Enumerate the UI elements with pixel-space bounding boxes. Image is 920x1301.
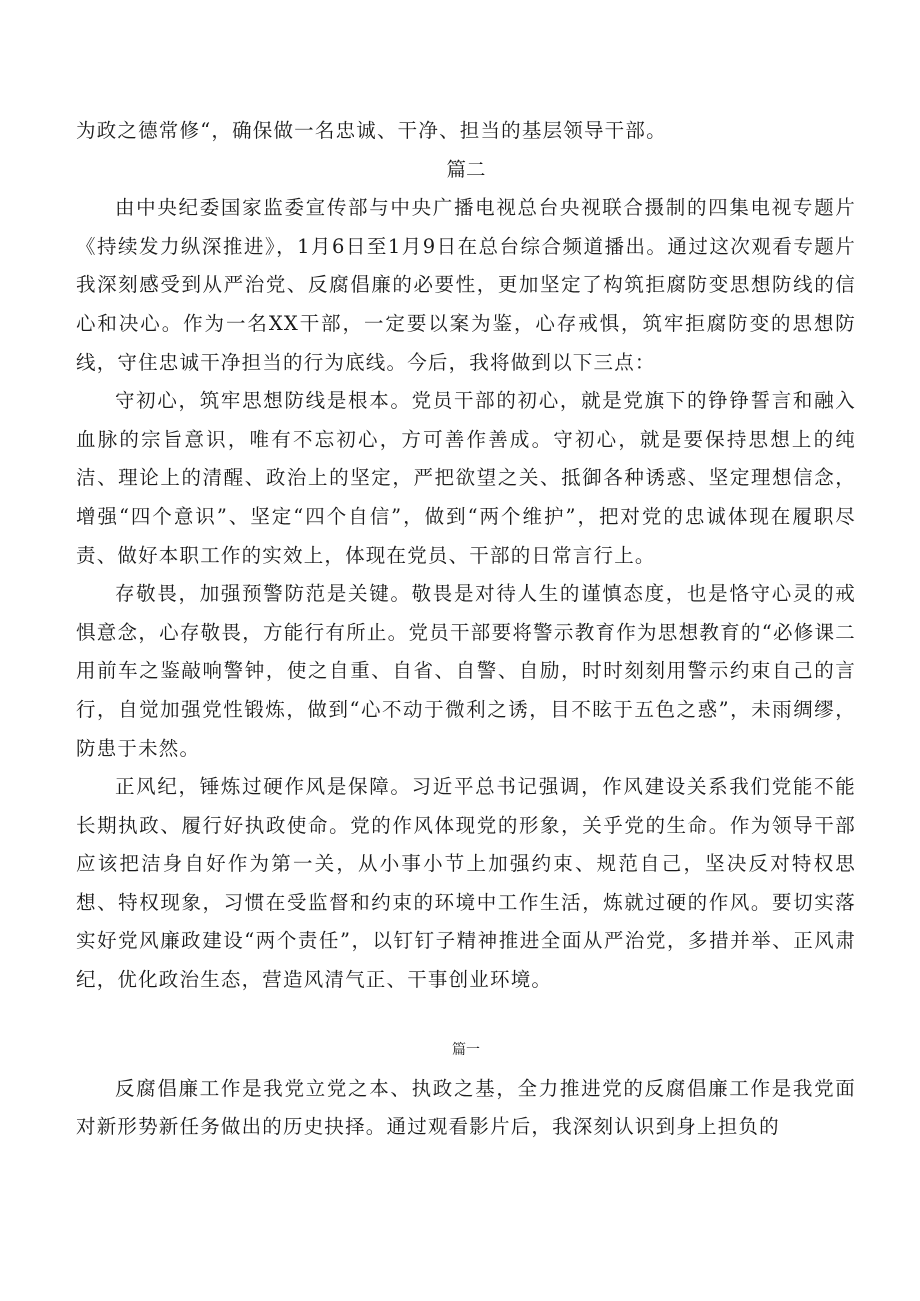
paragraph-shou-chuxin: 守初心，筑牢思想防线是根本。党员干部的初心，就是党旗下的铮铮誓言和融入血脉的宗旨意识，唯有不忘初心，方可善作善成。守初心，就是要保持思想上的纯洁、理论上的清醒、政治上的坚定，严把欲望之关、抵御各种诱惑、坚定理想信念，增强“四个意识”、坚定“四个自信”，做到“两个维护”，把对党的忠诚体现在履职尽责、做好本职工作的实效上，体现在党员、干部的日常言行上。: [76, 389, 856, 567]
opening-line: 为政之德常修“，确保做一名忠诚、干净、担当的基层领导干部。: [76, 119, 667, 142]
closing-paragraph: 反腐倡廉工作是我党立党之本、执政之基，全力推进党的反腐倡廉工作是我党面对新形势新任务做出的历史抉择。通过观看影片后，我深刻认识到身上担负的: [76, 1076, 856, 1139]
document-page: [76, 0, 856, 1147]
paragraph-intro: 由中央纪委国家监委宣传部与中央广播电视总台央视联合摄制的四集电视专题片《持续发力纵深推进》，1月6日至1月9日在总台综合频道播出。通过这次观看专题片我深刻感受到从严治党、反腐倡廉的必要性，更加坚定了构筑拒腐防变思想防线的信心和决心。作为一名XX干部，一定要以案为鉴，心存戒惧，筑牢拒腐防变的思想防线，守住忠诚干净担当的行为底线。今后，我将做到以下三点：: [76, 196, 856, 374]
section-two-title: 篇二: [446, 157, 486, 181]
paragraph-cun-jingwei: 存敬畏，加强预警防范是关键。敬畏是对待人生的谨慎态度，也是恪守心灵的戒惧意念，心存敬畏，方能行有所止。党员干部要将警示教育作为思想教育的“必修课二用前车之鉴敲响警钟，使之自重、自省、自警、自励，时时刻刻用警示约束自己的言行，自觉加强党性锻炼，做到“心不动于微利之诱，目不眩于五色之惑”，未雨绸缪，防患于未然。: [76, 582, 856, 760]
paragraph-zheng-fengji: 正风纪，锤炼过硬作风是保障。习近平总书记强调，作风建设关系我们党能不能长期执政、履行好执政使命。党的作风体现党的形象，关乎党的生命。作为领导干部应该把洁身自好作为第一关，从小事小节上加强约束、规范自己，坚决反对特权思想、特权现象，习惯在受监督和约束的环境中工作生活，炼就过硬的作风。要切实落实好党风廉政建设“两个责任”，以钉钉子精神推进全面从严治党，多措并举、正风肃纪，优化政治生态，营造风清气正、干事创业环境。: [76, 775, 856, 992]
section-one-title: 篇一: [452, 1041, 480, 1058]
